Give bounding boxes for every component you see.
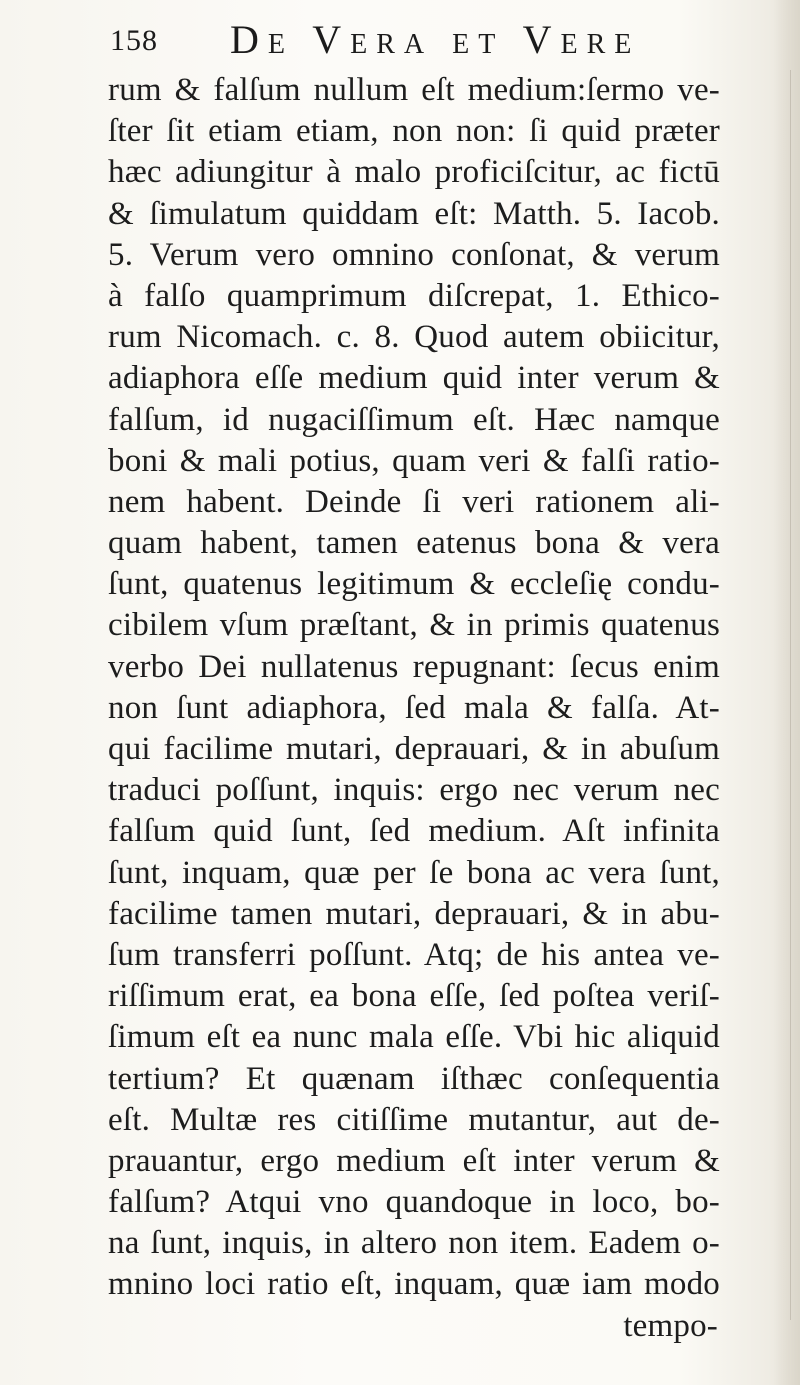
text-line: riſſimum erat, ea bona eſſe, ſed poſtea veriſ- — [108, 978, 720, 1015]
text-line: cibilem vſum præſtant, & in primis quatenus — [108, 607, 720, 644]
text-line: & ſimulatum quiddam eſt: Matth. 5. Iacob. — [108, 195, 720, 232]
text-line: rum Nicomach. c. 8. Quod autem obiicitur, — [108, 319, 720, 356]
text-line: falſum? Atqui vno quandoque in loco, bo- — [108, 1184, 720, 1221]
text-line: non ſunt adiaphora, ſed mala & falſa. At- — [108, 689, 720, 726]
text-line: tertium? Et quænam iſthæc conſequentia — [108, 1060, 720, 1097]
text-line: 5. Verum vero omnino conſonat, & verum — [108, 236, 720, 273]
text-line: nem habent. Deinde ſi veri rationem ali- — [108, 483, 720, 520]
text-line: ſum transferri poſſunt. Atq; de his antea ve- — [108, 936, 720, 973]
text-line: à falſo quamprimum diſcrepat, 1. Ethico- — [108, 277, 720, 314]
text-line: qui facilime mutari, deprauari, & in abuſum — [108, 731, 720, 767]
text-line: quam habent, tamen eatenus bona & vera — [108, 525, 720, 562]
text-line: falſum, id nugaciſſimum eſt. Hæc namque — [108, 401, 720, 438]
text-line: ſunt, inquam, quæ per ſe bona ac vera ſunt, — [108, 854, 720, 891]
text-line: traduci poſſunt, inquis: ergo nec verum nec — [108, 772, 720, 809]
text-line: ſimum eſt ea nunc mala eſſe. Vbi hic aliquid — [108, 1019, 720, 1056]
running-head: De Vera et Vere — [230, 17, 641, 62]
text-line: facilime tamen mutari, deprauari, & in abu- — [108, 895, 720, 932]
bleed-through-line — [790, 70, 791, 1320]
text-line: verbo Dei nullatenus repugnant: ſecus enim — [108, 648, 720, 685]
text-line: na ſunt, inquis, in altero non item. Eadem o- — [108, 1225, 720, 1262]
text-line: mnino loci ratio eſt, inquam, quæ iam modo — [108, 1266, 720, 1303]
text-line: falſum quid ſunt, ſed medium. Aſt infinita — [108, 813, 720, 850]
text-line: ſunt, quatenus legitimum & eccleſię condu- — [108, 566, 720, 603]
text-line: boni & mali potius, quam veri & falſi ratio- — [108, 442, 720, 479]
page-number: 158 — [110, 24, 158, 57]
text-line: adiaphora eſſe medium quid inter verum & — [108, 360, 720, 397]
page-header — [110, 16, 730, 66]
text-line: eſt. Multæ res citiſſime mutantur, aut de- — [108, 1101, 720, 1138]
text-line: hæc adiungitur à malo proficiſcitur, ac fictū — [108, 154, 720, 191]
page-edge-shadow — [774, 0, 800, 1385]
text-line: rum & falſum nullum eſt medium:ſermo ve- — [108, 72, 720, 108]
body-text — [108, 70, 720, 1347]
text-line: ſter ſit etiam etiam, non non: ſi quid præter — [108, 113, 720, 150]
text-line: prauantur, ergo medium eſt inter verum & — [108, 1142, 720, 1179]
catchword: tempo- — [623, 1307, 718, 1344]
